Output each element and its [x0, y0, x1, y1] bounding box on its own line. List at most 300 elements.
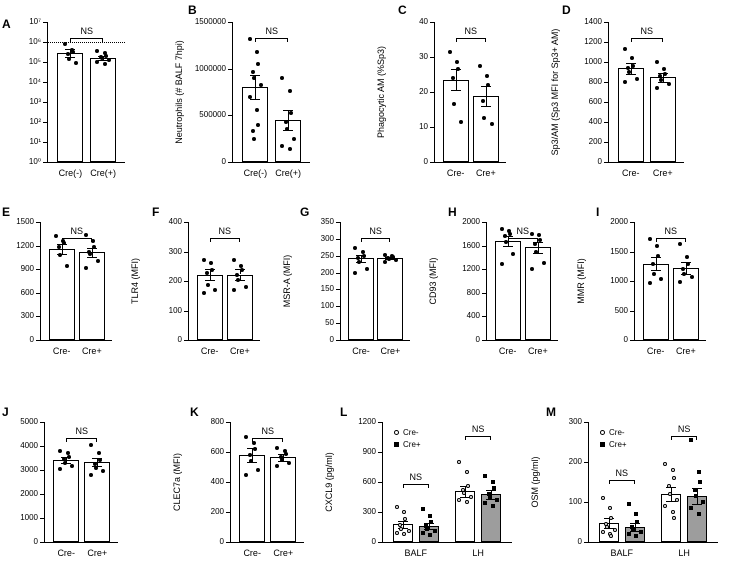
data-point: [491, 480, 495, 484]
data-point: [244, 435, 248, 439]
data-point: [58, 449, 62, 453]
y-tick: [336, 222, 340, 223]
bar-h-1: [525, 247, 551, 340]
panel-letter-l: L: [340, 405, 348, 419]
y-tick-label: 1600: [462, 241, 480, 250]
y-tick-label: 600: [20, 288, 34, 297]
legend-label: Cre+: [609, 440, 627, 449]
error-bar: [255, 87, 256, 99]
y-tick-label: 1000: [584, 57, 602, 66]
data-point: [58, 253, 62, 257]
y-tick-label: 10²: [29, 117, 41, 126]
y-tick: [40, 494, 44, 495]
y-tick: [604, 142, 608, 143]
x-tick-label: Cre-: [57, 548, 75, 558]
significance-label: NS: [265, 26, 279, 36]
bar-a-1: [90, 58, 116, 162]
data-point: [202, 291, 206, 295]
y-tick: [482, 222, 486, 223]
y-tick: [184, 281, 188, 282]
data-point: [671, 510, 675, 514]
data-point: [91, 239, 95, 243]
significance-bracket: [631, 38, 663, 42]
y-tick-label: 200: [588, 137, 602, 146]
error-bar: [456, 80, 457, 91]
y-tick: [584, 422, 588, 423]
legend-label: Cre-: [609, 428, 625, 437]
y-tick-label: 100: [168, 306, 182, 315]
data-point: [605, 525, 609, 529]
data-point: [292, 137, 296, 141]
data-point: [698, 480, 702, 484]
data-point: [210, 268, 214, 272]
y-tick: [336, 256, 340, 257]
y-tick-label: 40: [419, 17, 428, 26]
x-axis-e: [40, 340, 112, 341]
y-tick: [226, 542, 230, 543]
y-tick-label: 5000: [20, 417, 38, 426]
x-tick-label: Cre-: [646, 346, 665, 356]
data-point: [92, 245, 96, 249]
bar-k-0: [239, 455, 265, 542]
data-point: [542, 261, 546, 265]
significance-bracket: [255, 38, 288, 42]
data-point: [483, 501, 487, 505]
y-tick: [36, 293, 40, 294]
data-point: [608, 506, 612, 510]
y-axis-d: [608, 22, 609, 162]
y-tick: [430, 162, 434, 163]
y-tick: [40, 422, 44, 423]
y-axis-c: [434, 22, 435, 162]
error-cap: [87, 257, 97, 258]
data-point: [232, 258, 236, 262]
data-point: [252, 137, 256, 141]
y-tick: [226, 452, 230, 453]
y-tick-label: 600: [588, 97, 602, 106]
y-tick: [584, 462, 588, 463]
y-tick-label: 0: [177, 335, 182, 344]
y-axis-label-m: OSM (pg/ml): [530, 456, 540, 508]
data-point: [601, 530, 605, 534]
y-tick-label: 250: [320, 251, 334, 260]
significance-bracket: [465, 436, 491, 440]
x-axis-d: [608, 162, 684, 163]
x-axis-j: [44, 542, 118, 543]
data-point: [483, 474, 487, 478]
data-point: [627, 532, 631, 536]
bar-e-1: [79, 252, 105, 340]
y-tick-label: 10⁵: [28, 57, 41, 66]
data-point: [100, 56, 104, 60]
y-tick: [604, 62, 608, 63]
y-tick-label: 0: [623, 335, 628, 344]
y-tick-label: 4000: [20, 441, 38, 450]
y-tick-label: 350: [320, 217, 334, 226]
data-point: [383, 260, 387, 264]
y-tick: [604, 122, 608, 123]
data-point: [697, 470, 701, 474]
y-axis-label-i: MMR (MFI): [576, 258, 586, 304]
y-tick-label: 10: [419, 122, 428, 131]
y-tick-label: 0: [29, 335, 34, 344]
data-point: [284, 452, 288, 456]
data-point: [537, 233, 541, 237]
data-point: [425, 527, 429, 531]
y-axis-b: [232, 22, 233, 162]
y-tick-label: 10⁰: [28, 157, 41, 166]
data-point: [672, 476, 676, 480]
bar-h-0: [495, 241, 521, 340]
significance-bracket: [70, 38, 103, 42]
significance-bracket: [609, 480, 635, 484]
significance-label: NS: [218, 226, 231, 236]
bar-d-1: [650, 77, 676, 162]
y-tick: [630, 222, 634, 223]
y-tick: [482, 340, 486, 341]
data-point: [275, 446, 279, 450]
significance-bracket: [62, 238, 92, 242]
y-tick: [336, 289, 340, 290]
data-point: [465, 500, 469, 504]
y-tick-label: 0: [423, 157, 428, 166]
data-point: [693, 488, 697, 492]
y-tick-label: 150: [320, 284, 334, 293]
y-tick: [184, 222, 188, 223]
y-axis-h: [486, 222, 487, 340]
significance-bracket: [656, 238, 686, 242]
data-point: [635, 77, 639, 81]
data-point: [697, 512, 701, 516]
y-tick: [36, 316, 40, 317]
y-tick-label: 300: [168, 247, 182, 256]
y-tick: [378, 512, 382, 513]
legend-symbol-open-circle: [394, 430, 399, 435]
y-axis-label-f: TLR4 (MFI): [130, 258, 140, 304]
data-point: [209, 261, 213, 265]
data-point: [668, 492, 672, 496]
panel-letter-g: G: [300, 205, 310, 219]
error-cap: [451, 90, 461, 91]
data-point: [635, 520, 639, 524]
data-point: [609, 516, 613, 520]
y-tick: [336, 323, 340, 324]
y-tick: [630, 340, 634, 341]
data-point: [689, 506, 693, 510]
data-point: [503, 234, 507, 238]
y-axis-a: [47, 22, 48, 162]
y-axis-label-g: MSR-A (MFI): [282, 254, 292, 308]
panel-letter-b: B: [188, 3, 197, 17]
y-tick: [604, 22, 608, 23]
y-tick-label: 900: [20, 264, 34, 273]
error-cap: [481, 106, 491, 107]
data-point: [485, 74, 489, 78]
x-tick-label: Cre-: [622, 168, 640, 178]
data-point: [284, 120, 288, 124]
y-tick-label: 200: [568, 457, 582, 466]
x-tick-label: Cre+: [380, 346, 401, 356]
y-axis-label-c: Phagocytic AM (%Sp3): [376, 45, 386, 139]
data-point: [678, 242, 682, 246]
y-tick-label: 500000: [199, 110, 226, 119]
data-point: [365, 267, 369, 271]
y-tick-label: 10³: [29, 97, 41, 106]
data-point: [533, 242, 537, 246]
data-point: [285, 127, 289, 131]
y-tick: [630, 311, 634, 312]
data-point: [240, 268, 244, 272]
data-point: [255, 108, 259, 112]
data-point: [395, 531, 399, 535]
data-point: [448, 50, 452, 54]
y-tick-label: 0: [475, 335, 480, 344]
y-tick: [226, 422, 230, 423]
significance-label: NS: [464, 26, 477, 36]
data-point: [652, 272, 656, 276]
y-tick: [630, 252, 634, 253]
y-tick-label: 0: [33, 537, 38, 546]
x-tick-label: Cre-: [243, 548, 261, 558]
y-tick: [43, 122, 47, 123]
significance-label: NS: [471, 424, 485, 434]
data-point: [672, 516, 676, 520]
panel-letter-f: F: [152, 205, 160, 219]
panel-letter-k: K: [190, 405, 199, 419]
y-tick: [43, 142, 47, 143]
y-tick: [228, 22, 232, 23]
panel-letter-a: A: [2, 17, 11, 31]
data-point: [634, 534, 638, 538]
x-axis-i: [634, 340, 706, 341]
data-point: [701, 500, 705, 504]
y-axis-k: [230, 422, 231, 542]
significance-bracket: [210, 238, 240, 242]
panel-letter-i: I: [596, 205, 600, 219]
y-tick-label: 100: [320, 301, 334, 310]
y-tick-label: 1200: [584, 37, 602, 46]
x-tick-label: Cre+: [527, 346, 548, 356]
data-point: [478, 64, 482, 68]
significance-label: NS: [677, 424, 691, 434]
data-point: [495, 498, 499, 502]
bar-j-0: [53, 460, 79, 542]
significance-bracket: [508, 238, 538, 242]
bar-d-0: [618, 68, 644, 162]
y-tick-label: 200: [168, 276, 182, 285]
significance-label: NS: [369, 226, 382, 236]
data-point: [634, 512, 638, 516]
error-cap: [205, 280, 215, 281]
bar-i-1: [673, 268, 699, 340]
data-point: [287, 461, 291, 465]
data-point: [63, 461, 67, 465]
y-tick-label: 0: [371, 537, 376, 546]
bar-c-0: [443, 80, 469, 162]
y-tick: [336, 273, 340, 274]
data-point: [249, 459, 253, 463]
significance-label: NS: [615, 468, 629, 478]
y-tick-label: 0: [219, 537, 224, 546]
significance-bracket: [403, 484, 429, 488]
data-point: [685, 255, 689, 259]
data-point: [655, 60, 659, 64]
y-tick-label: 200: [320, 268, 334, 277]
y-tick-label: 400: [168, 217, 182, 226]
panel-letter-c: C: [398, 3, 407, 17]
data-point: [686, 262, 690, 266]
data-point: [428, 514, 432, 518]
data-point: [402, 510, 406, 514]
y-tick: [40, 446, 44, 447]
data-point: [248, 453, 252, 457]
data-point: [395, 505, 399, 509]
x-tick-label: LH: [678, 548, 690, 558]
y-axis-label-d: Sp3/AM (Sp3 MFI for Sp3+ AM): [550, 28, 560, 156]
x-axis-c: [434, 162, 506, 163]
y-tick-label: 1200: [358, 417, 376, 426]
error-cap: [626, 63, 636, 64]
data-point: [232, 288, 236, 292]
data-point: [256, 123, 260, 127]
y-tick: [336, 340, 340, 341]
x-axis-k: [230, 542, 304, 543]
data-point: [66, 52, 70, 56]
y-tick-label: 1000: [20, 513, 38, 522]
y-tick-label: 10¹: [29, 137, 41, 146]
data-point: [103, 62, 107, 66]
y-tick: [184, 311, 188, 312]
x-tick-label: Cre-: [52, 346, 71, 356]
data-point: [256, 62, 260, 66]
y-tick: [430, 22, 434, 23]
data-point: [353, 246, 357, 250]
y-tick-label: 600: [210, 447, 224, 456]
y-tick-label: 400: [210, 477, 224, 486]
bar-g-1: [377, 258, 403, 340]
data-point: [67, 455, 71, 459]
significance-label: NS: [75, 426, 88, 436]
y-tick: [378, 482, 382, 483]
y-tick-label: 500: [614, 306, 628, 315]
x-tick-label: Cre-: [498, 346, 517, 356]
y-tick: [430, 92, 434, 93]
y-tick-label: 800: [588, 77, 602, 86]
data-point: [534, 250, 538, 254]
data-point: [421, 507, 425, 511]
y-tick-label: 400: [466, 311, 480, 320]
bar-g-0: [348, 258, 374, 340]
x-tick-label: LH: [472, 548, 484, 558]
y-tick: [40, 518, 44, 519]
data-point: [492, 486, 496, 490]
data-point: [248, 95, 252, 99]
data-point: [469, 495, 473, 499]
error-cap: [250, 99, 260, 100]
error-bar: [486, 86, 487, 96]
data-point: [655, 244, 659, 248]
y-tick: [228, 162, 232, 163]
data-point: [457, 460, 461, 464]
significance-label: NS: [261, 426, 274, 436]
y-tick-label: 1200: [16, 241, 34, 250]
y-tick: [482, 269, 486, 270]
y-tick-label: 30: [419, 52, 428, 61]
data-point: [627, 502, 631, 506]
y-tick: [430, 57, 434, 58]
legend-symbol-open-circle: [600, 430, 605, 435]
significance-label: NS: [70, 226, 83, 236]
data-point: [362, 254, 366, 258]
y-tick-label: 0: [577, 537, 582, 546]
data-point: [500, 227, 504, 231]
data-point: [491, 504, 495, 508]
data-point: [251, 70, 255, 74]
data-point: [84, 266, 88, 270]
y-tick: [604, 102, 608, 103]
significance-label: NS: [409, 472, 423, 482]
y-tick-label: 300: [20, 311, 34, 320]
x-tick-label: Cre-: [352, 346, 370, 356]
significance-label: NS: [640, 26, 653, 36]
data-point: [96, 259, 100, 263]
error-cap: [692, 504, 702, 505]
data-point: [71, 50, 75, 54]
y-tick: [184, 340, 188, 341]
y-axis-label-b: Neutrophils (# BALF 7hpi): [174, 40, 184, 144]
data-point: [623, 80, 627, 84]
y-tick-label: 1500: [610, 247, 628, 256]
data-point: [253, 447, 257, 451]
y-axis-f: [188, 222, 189, 340]
y-axis-e: [40, 222, 41, 340]
data-point: [95, 49, 99, 53]
y-tick: [482, 246, 486, 247]
data-point: [667, 484, 671, 488]
legend-symbol-filled-square: [600, 442, 605, 447]
y-tick: [40, 470, 44, 471]
y-tick: [36, 269, 40, 270]
significance-bracket: [361, 238, 390, 242]
error-bar: [486, 96, 487, 106]
y-axis-g: [340, 222, 341, 340]
y-tick: [36, 222, 40, 223]
significance-label: NS: [664, 226, 677, 236]
y-tick-label: 2000: [20, 489, 38, 498]
y-tick-label: 2000: [462, 217, 480, 226]
data-point: [255, 50, 259, 54]
y-tick-label: 800: [210, 417, 224, 426]
x-tick-label: Cre-: [200, 346, 219, 356]
y-axis-l: [382, 422, 383, 542]
panel-letter-h: H: [448, 205, 457, 219]
y-tick: [630, 281, 634, 282]
x-tick-label: Cre(+): [275, 168, 302, 178]
x-tick-label: Cre+: [475, 168, 496, 178]
data-point: [387, 257, 391, 261]
data-point: [667, 82, 671, 86]
significance-bracket: [456, 38, 486, 42]
data-point: [663, 72, 667, 76]
y-tick-label: 0: [329, 335, 334, 344]
y-tick-label: 1400: [584, 17, 602, 26]
data-point: [631, 528, 635, 532]
x-tick-label: Cre+: [675, 346, 696, 356]
x-tick-label: BALF: [610, 548, 634, 558]
data-point: [648, 237, 652, 241]
y-tick-label: 1000: [610, 276, 628, 285]
data-point: [451, 76, 455, 80]
